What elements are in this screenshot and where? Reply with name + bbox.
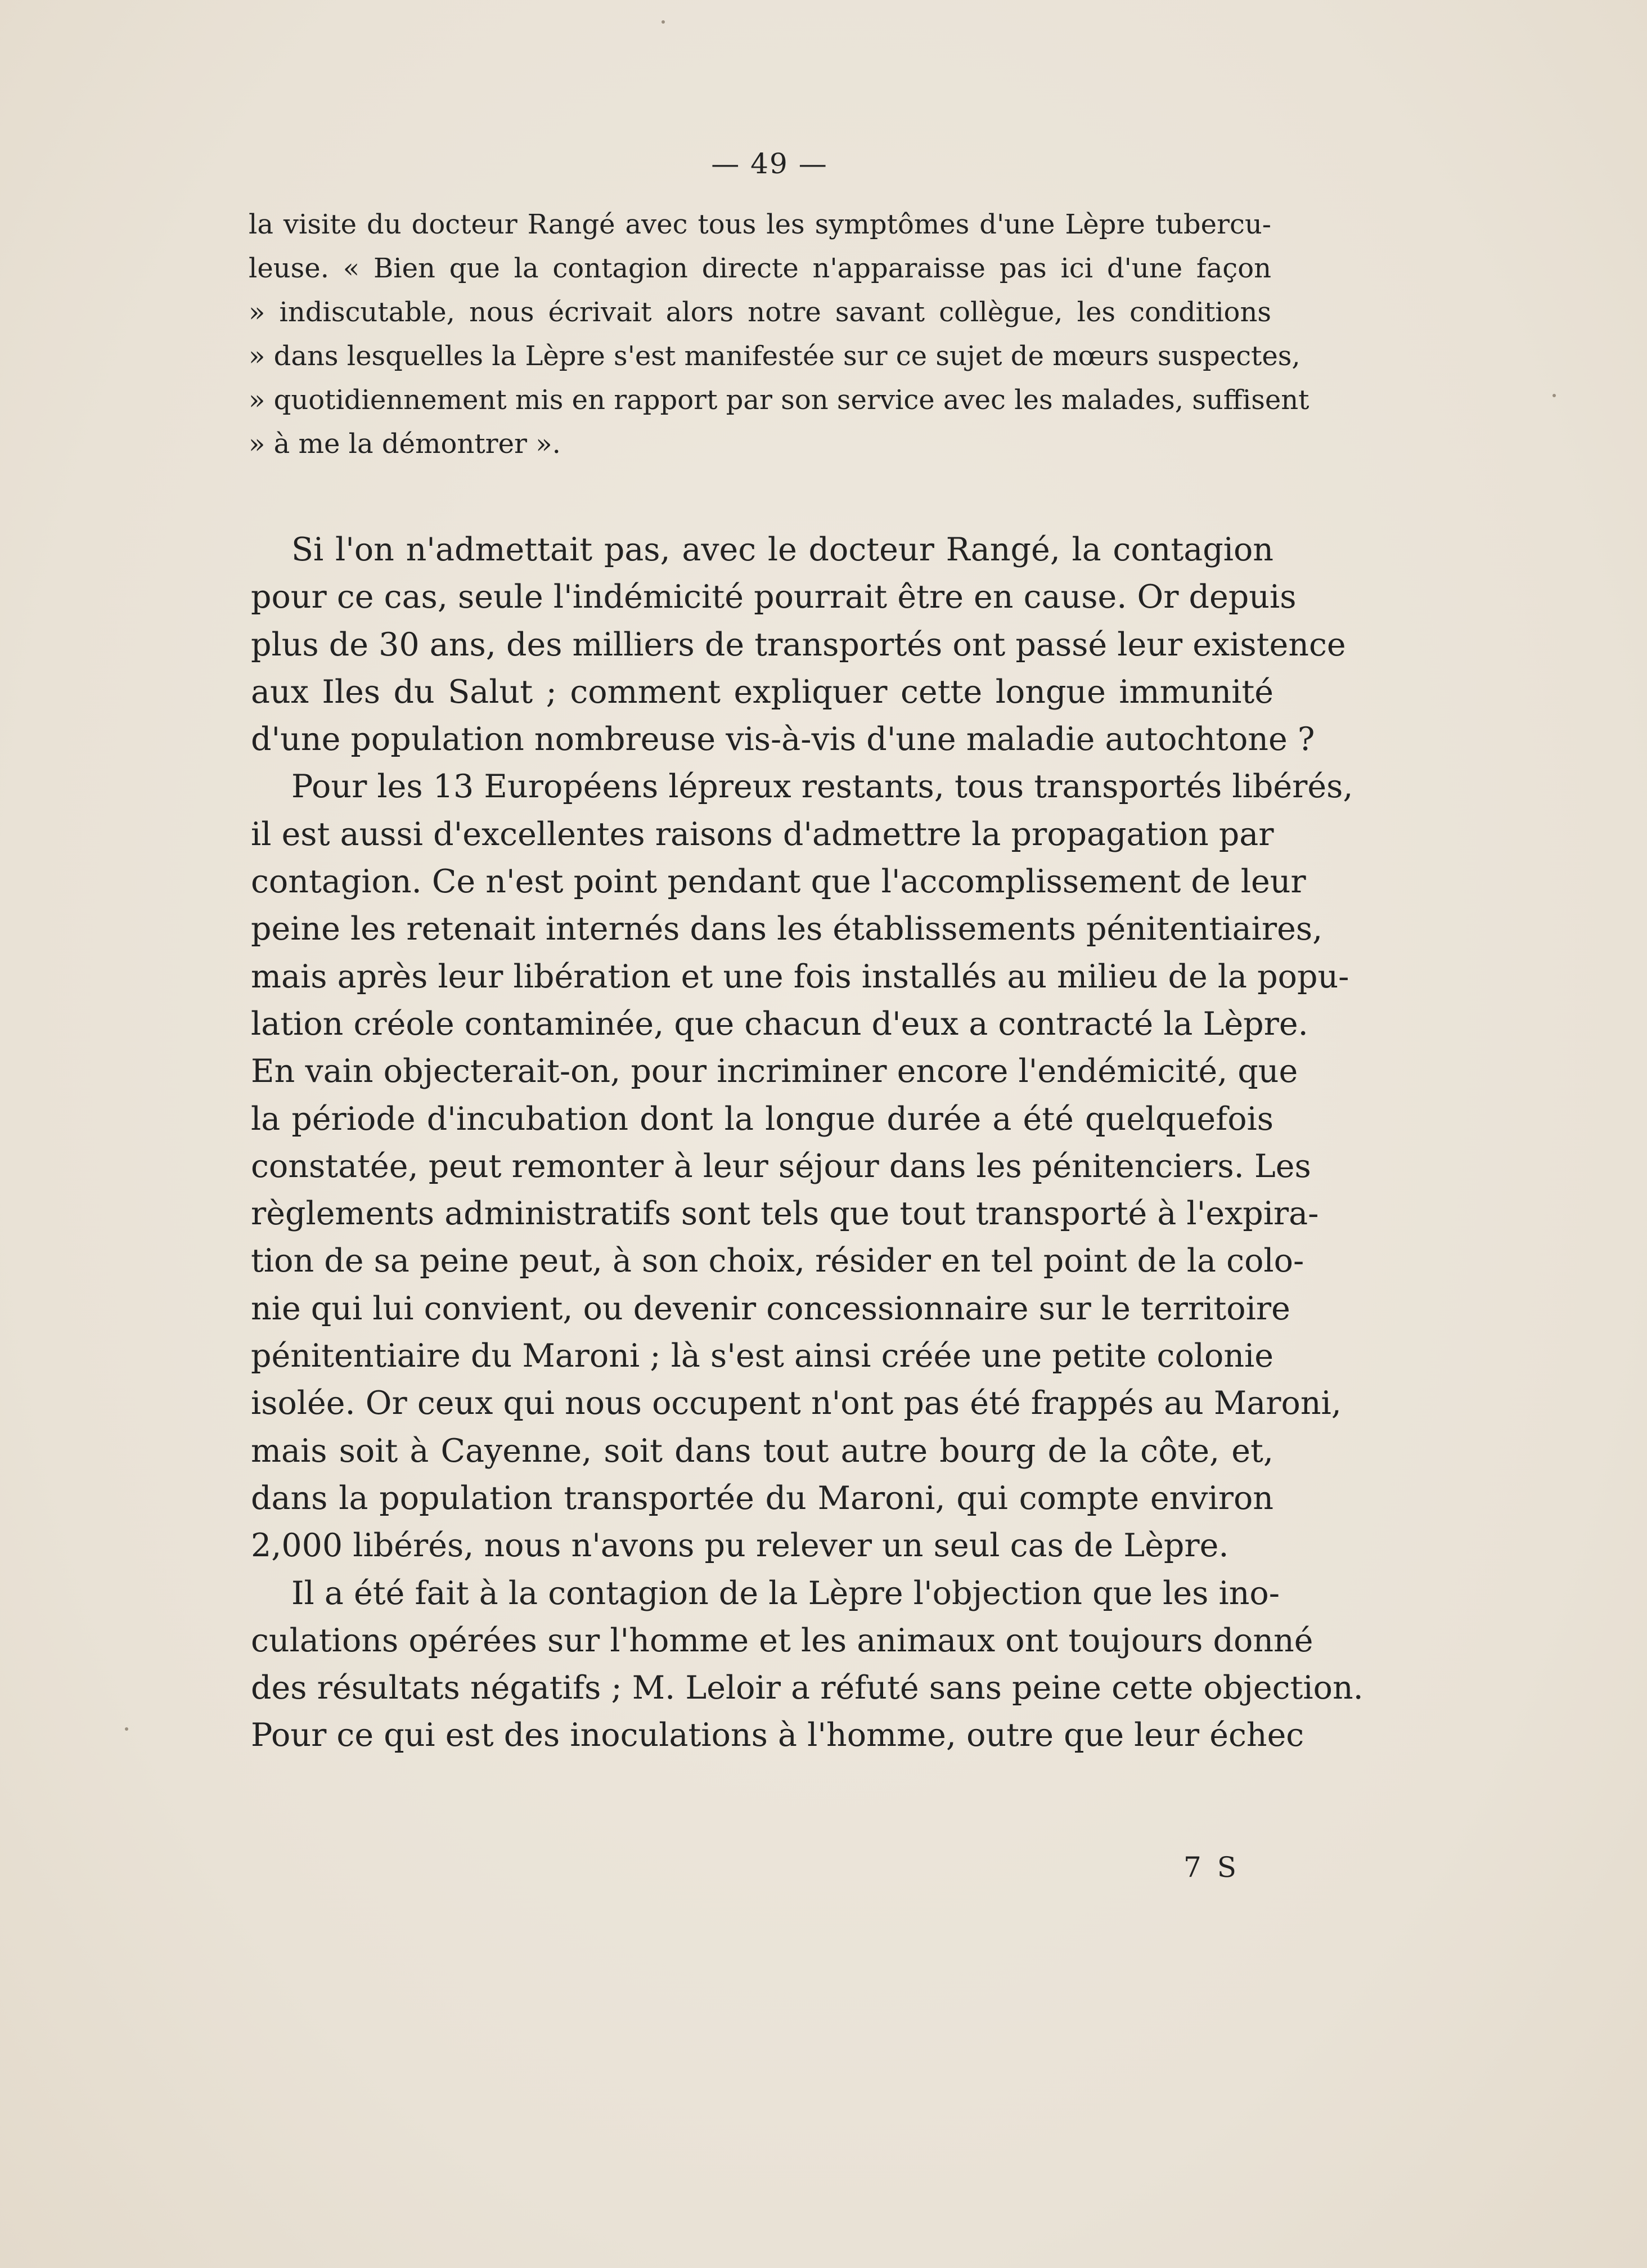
text-line: isolée. Or ceux qui nous occupent n'ont pas été frappés au Maroni,: [251, 1385, 1342, 1422]
text-line: aux Iles du Salut ; comment expliquer cette longue immunité: [251, 673, 1274, 711]
printer-signature-mark: 7 S: [1184, 1851, 1240, 1884]
text-line: culations opérées sur l'homme et les animaux ont toujours donné: [251, 1622, 1313, 1659]
text-line: lation créole contaminée, que chacun d'eux a contracté la Lèpre.: [251, 1005, 1308, 1043]
text-line: leuse. « Bien que la contagion directe n'apparaisse pas ici d'une façon: [249, 253, 1271, 284]
page-number: — 49 —: [711, 147, 828, 180]
text-line: mais après leur libération et une fois installés au milieu de la popu-: [251, 958, 1349, 995]
text-line: la visite du docteur Rangé avec tous les symptômes d'une Lèpre tubercu-: [249, 209, 1271, 240]
text-line: plus de 30 ans, des milliers de transportés ont passé leur existence: [251, 626, 1346, 663]
text-line: règlements administratifs sont tels que tout transporté à l'expira-: [251, 1195, 1319, 1233]
text-line: » à me la démontrer ».: [249, 428, 561, 460]
text-line: Il a été fait à la contagion de la Lèpre l'objection que les ino-: [291, 1574, 1280, 1612]
text-line: pour ce cas, seule l'indémicité pourrait être en cause. Or depuis: [251, 578, 1297, 616]
text-line: constatée, peut remonter à leur séjour dans les pénitenciers. Les: [251, 1147, 1311, 1185]
text-line: Pour ce qui est des inoculations à l'homme, outre que leur échec: [251, 1717, 1304, 1754]
text-line: d'une population nombreuse vis-à-vis d'une maladie autochtone ?: [251, 721, 1315, 758]
text-line: 2,000 libérés, nous n'avons pu relever un seul cas de Lèpre.: [251, 1527, 1229, 1565]
text-line: dans la population transportée du Maroni, qui compte environ: [251, 1479, 1274, 1517]
text-line: tion de sa peine peut, à son choix, résider en tel point de la colo-: [251, 1242, 1304, 1280]
text-line: » indiscutable, nous écrivait alors notre savant collègue, les conditions: [249, 297, 1271, 328]
text-line: pénitentiaire du Maroni ; là s'est ainsi créée une petite colonie: [251, 1337, 1274, 1375]
text-line: mais soit à Cayenne, soit dans tout autre bourg de la côte, et,: [251, 1432, 1274, 1470]
paper-speck: [125, 1727, 128, 1731]
text-line: contagion. Ce n'est point pendant que l'accomplissement de leur: [251, 863, 1306, 901]
paper-speck: [1552, 394, 1556, 397]
text-line: Pour les 13 Européens lépreux restants, tous transportés libérés,: [291, 768, 1353, 806]
quoted-letter-paragraph: [249, 203, 1310, 466]
paper-speck: [662, 20, 665, 24]
text-line: des résultats négatifs ; M. Leloir a réfuté sans peine cette objection.: [251, 1669, 1364, 1707]
text-line: » quotidiennement mis en rapport par son service avec les malades, suffisent: [249, 384, 1310, 416]
text-line: » dans lesquelles la Lèpre s'est manifestée sur ce sujet de mœurs suspectes,: [249, 340, 1300, 372]
text-line: la période d'incubation dont la longue durée a été quelquefois: [251, 1100, 1274, 1138]
text-line: peine les retenait internés dans les établissements pénitentiaires,: [251, 910, 1323, 948]
body-text: [251, 526, 1364, 1759]
text-line: Si l'on n'admettait pas, avec le docteur Rangé, la contagion: [291, 531, 1274, 568]
text-line: En vain objecterait-on, pour incriminer encore l'endémicité, que: [251, 1053, 1298, 1090]
text-line: il est aussi d'excellentes raisons d'admettre la propagation par: [251, 815, 1274, 853]
text-line: nie qui lui convient, ou devenir concessionnaire sur le territoire: [251, 1290, 1290, 1327]
